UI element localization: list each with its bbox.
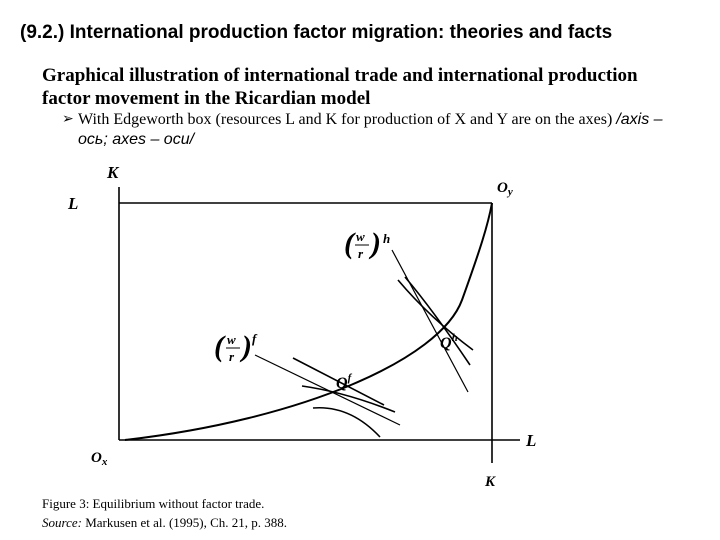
- bullet-text: With Edgeworth box (resources L and K for production of X and Y are on the axes): [78, 111, 617, 128]
- ratio-label-h: [344, 227, 390, 261]
- price-line-h: [392, 250, 468, 392]
- ratio-f-numerator: w: [227, 332, 236, 347]
- label-o-y: $O_y$: [497, 180, 513, 198]
- label-k-bottom: K: [485, 474, 496, 490]
- ratio-f-open-paren: (: [214, 330, 224, 363]
- price-line-f: [255, 355, 400, 425]
- label-l-right: L: [526, 431, 537, 450]
- label-k-top: K: [107, 163, 119, 182]
- ratio-label-f: [214, 330, 258, 364]
- isoquant-f-3: [313, 408, 380, 437]
- caption-source: [42, 513, 287, 532]
- slide-subtitle: Graphical illustration of international trade and international production factor movement in the Ricardian model: [42, 65, 638, 109]
- bullet-note: /axis – ось; axes – оси/: [78, 111, 663, 148]
- arrow-bullet-icon: ➢: [62, 112, 74, 127]
- source-label: Source:: [42, 515, 82, 530]
- label-o-x: $O_x$: [91, 450, 108, 468]
- source-text: Markusen et al. (1995), Ch. 21, p. 388.: [81, 515, 288, 530]
- ratio-f-denominator: r: [229, 349, 235, 364]
- ratio-h-denominator: r: [358, 246, 364, 261]
- label-q-h: $Q^h$: [440, 332, 458, 352]
- caption-line: Figure 3: Equilibrium without factor trade.: [42, 496, 265, 511]
- label-q-f: $Q^f$: [336, 372, 352, 392]
- ratio-h-open-paren: (: [344, 227, 354, 260]
- slide-title: (9.2.) International production factor migration: theories and facts: [20, 22, 613, 43]
- ratio-h-close-paren: ): [371, 227, 381, 260]
- figure-caption: [42, 494, 287, 532]
- ratio-f-sup: f: [252, 331, 257, 346]
- label-l-left: L: [68, 194, 79, 213]
- ratio-h-numerator: w: [356, 229, 365, 244]
- ratio-f-close-paren: ): [242, 330, 252, 363]
- contract-curve: [125, 203, 492, 440]
- ratio-h-sup: h: [383, 231, 391, 246]
